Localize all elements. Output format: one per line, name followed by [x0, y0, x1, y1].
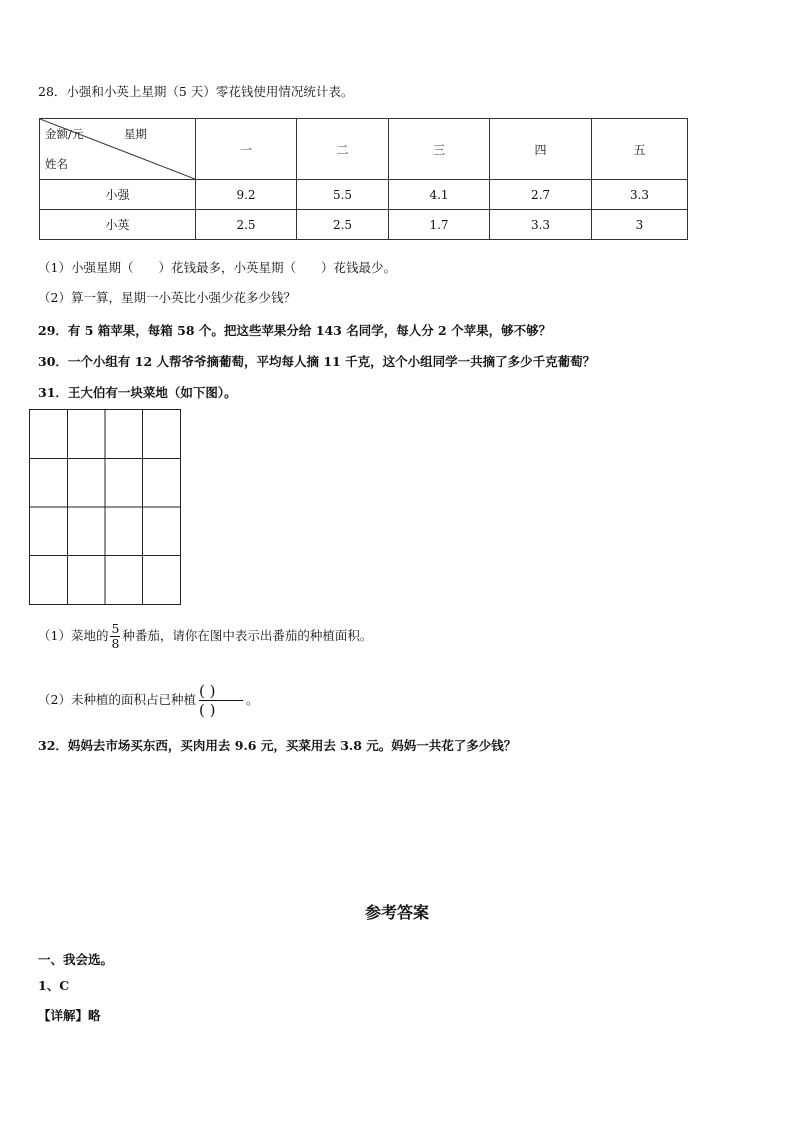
day-header: 二	[297, 119, 389, 180]
q31-sub1-prefix: （1）菜地的	[38, 628, 109, 643]
table-cell: 2.5	[297, 210, 389, 240]
table-cell: 2.5	[196, 210, 297, 240]
q31-sub2-prefix: （2）未种植的面积占已种植	[38, 692, 196, 707]
q31-sub1	[38, 620, 372, 652]
table-cell: 3.3	[490, 210, 592, 240]
q31-sub2-suffix: 。	[245, 692, 259, 707]
table-row	[40, 210, 688, 240]
q29-text: 29．有 5 箱苹果，每箱 58 个。把这些苹果分给 143 名同学，每人分 2 个苹果，够不够？	[38, 323, 552, 338]
day-header: 三	[389, 119, 490, 180]
day-header: 一	[196, 119, 297, 180]
q28-text: 28．小强和小英上星期（5 天）零花钱使用情况统计表。	[38, 84, 354, 99]
day-header: 四	[490, 119, 592, 180]
table-cell: 2.7	[490, 180, 592, 210]
table-row	[40, 180, 688, 210]
answers-section: 一、我会选。	[38, 952, 114, 967]
table-cell: 3.3	[592, 180, 688, 210]
row-name: 小英	[40, 210, 196, 240]
vegetable-plot-grid	[29, 409, 181, 605]
answer-item-1: 1、C	[38, 978, 70, 993]
table-cell: 1.7	[389, 210, 490, 240]
blank-numerator[interactable]: ( )	[199, 682, 243, 701]
q31-sub2	[38, 680, 258, 720]
corner-week-label: 星期	[124, 127, 147, 141]
answer-fraction-blank[interactable]	[199, 682, 243, 719]
corner-amount-label: 金额/元	[45, 127, 84, 141]
table-cell: 5.5	[297, 180, 389, 210]
answer-detail: 【详解】略	[38, 1008, 101, 1023]
spending-table	[39, 118, 688, 240]
fraction-denominator: 8	[111, 636, 120, 651]
q32-text: 32．妈妈去市场买东西，买肉用去 9.6 元，买菜用去 3.8 元。妈妈一共花了多少钱？	[38, 738, 517, 753]
row-name: 小强	[40, 180, 196, 210]
table-cell: 4.1	[389, 180, 490, 210]
table-header-row	[40, 119, 688, 180]
blank-denominator[interactable]: ( )	[198, 701, 216, 719]
corner-name-label: 姓名	[45, 157, 68, 171]
q31-text: 31．王大伯有一块菜地（如下图）。	[38, 385, 237, 400]
table-corner-cell	[40, 119, 196, 180]
fraction-numerator: 5	[111, 621, 120, 636]
answers-title: 参考答案	[364, 903, 429, 922]
q28-sub1: （1）小强星期（ ）花钱最多，小英星期（ ）花钱最少。	[38, 260, 396, 275]
q28-sub2: （2）算一算，星期一小英比小强少花多少钱？	[38, 290, 296, 305]
table-cell: 9.2	[196, 180, 297, 210]
table-cell: 3	[592, 210, 688, 240]
q31-sub1-suffix: 种番茄，请你在图中表示出番茄的种植面积。	[122, 628, 373, 643]
day-header: 五	[592, 119, 688, 180]
grid-lines	[30, 410, 180, 604]
q30-text: 30．一个小组有 12 人帮爷爷摘葡萄，平均每人摘 11 千克，这个小组同学一共摘了多少千克葡萄？	[38, 354, 596, 369]
fraction-five-eighths	[110, 622, 120, 651]
